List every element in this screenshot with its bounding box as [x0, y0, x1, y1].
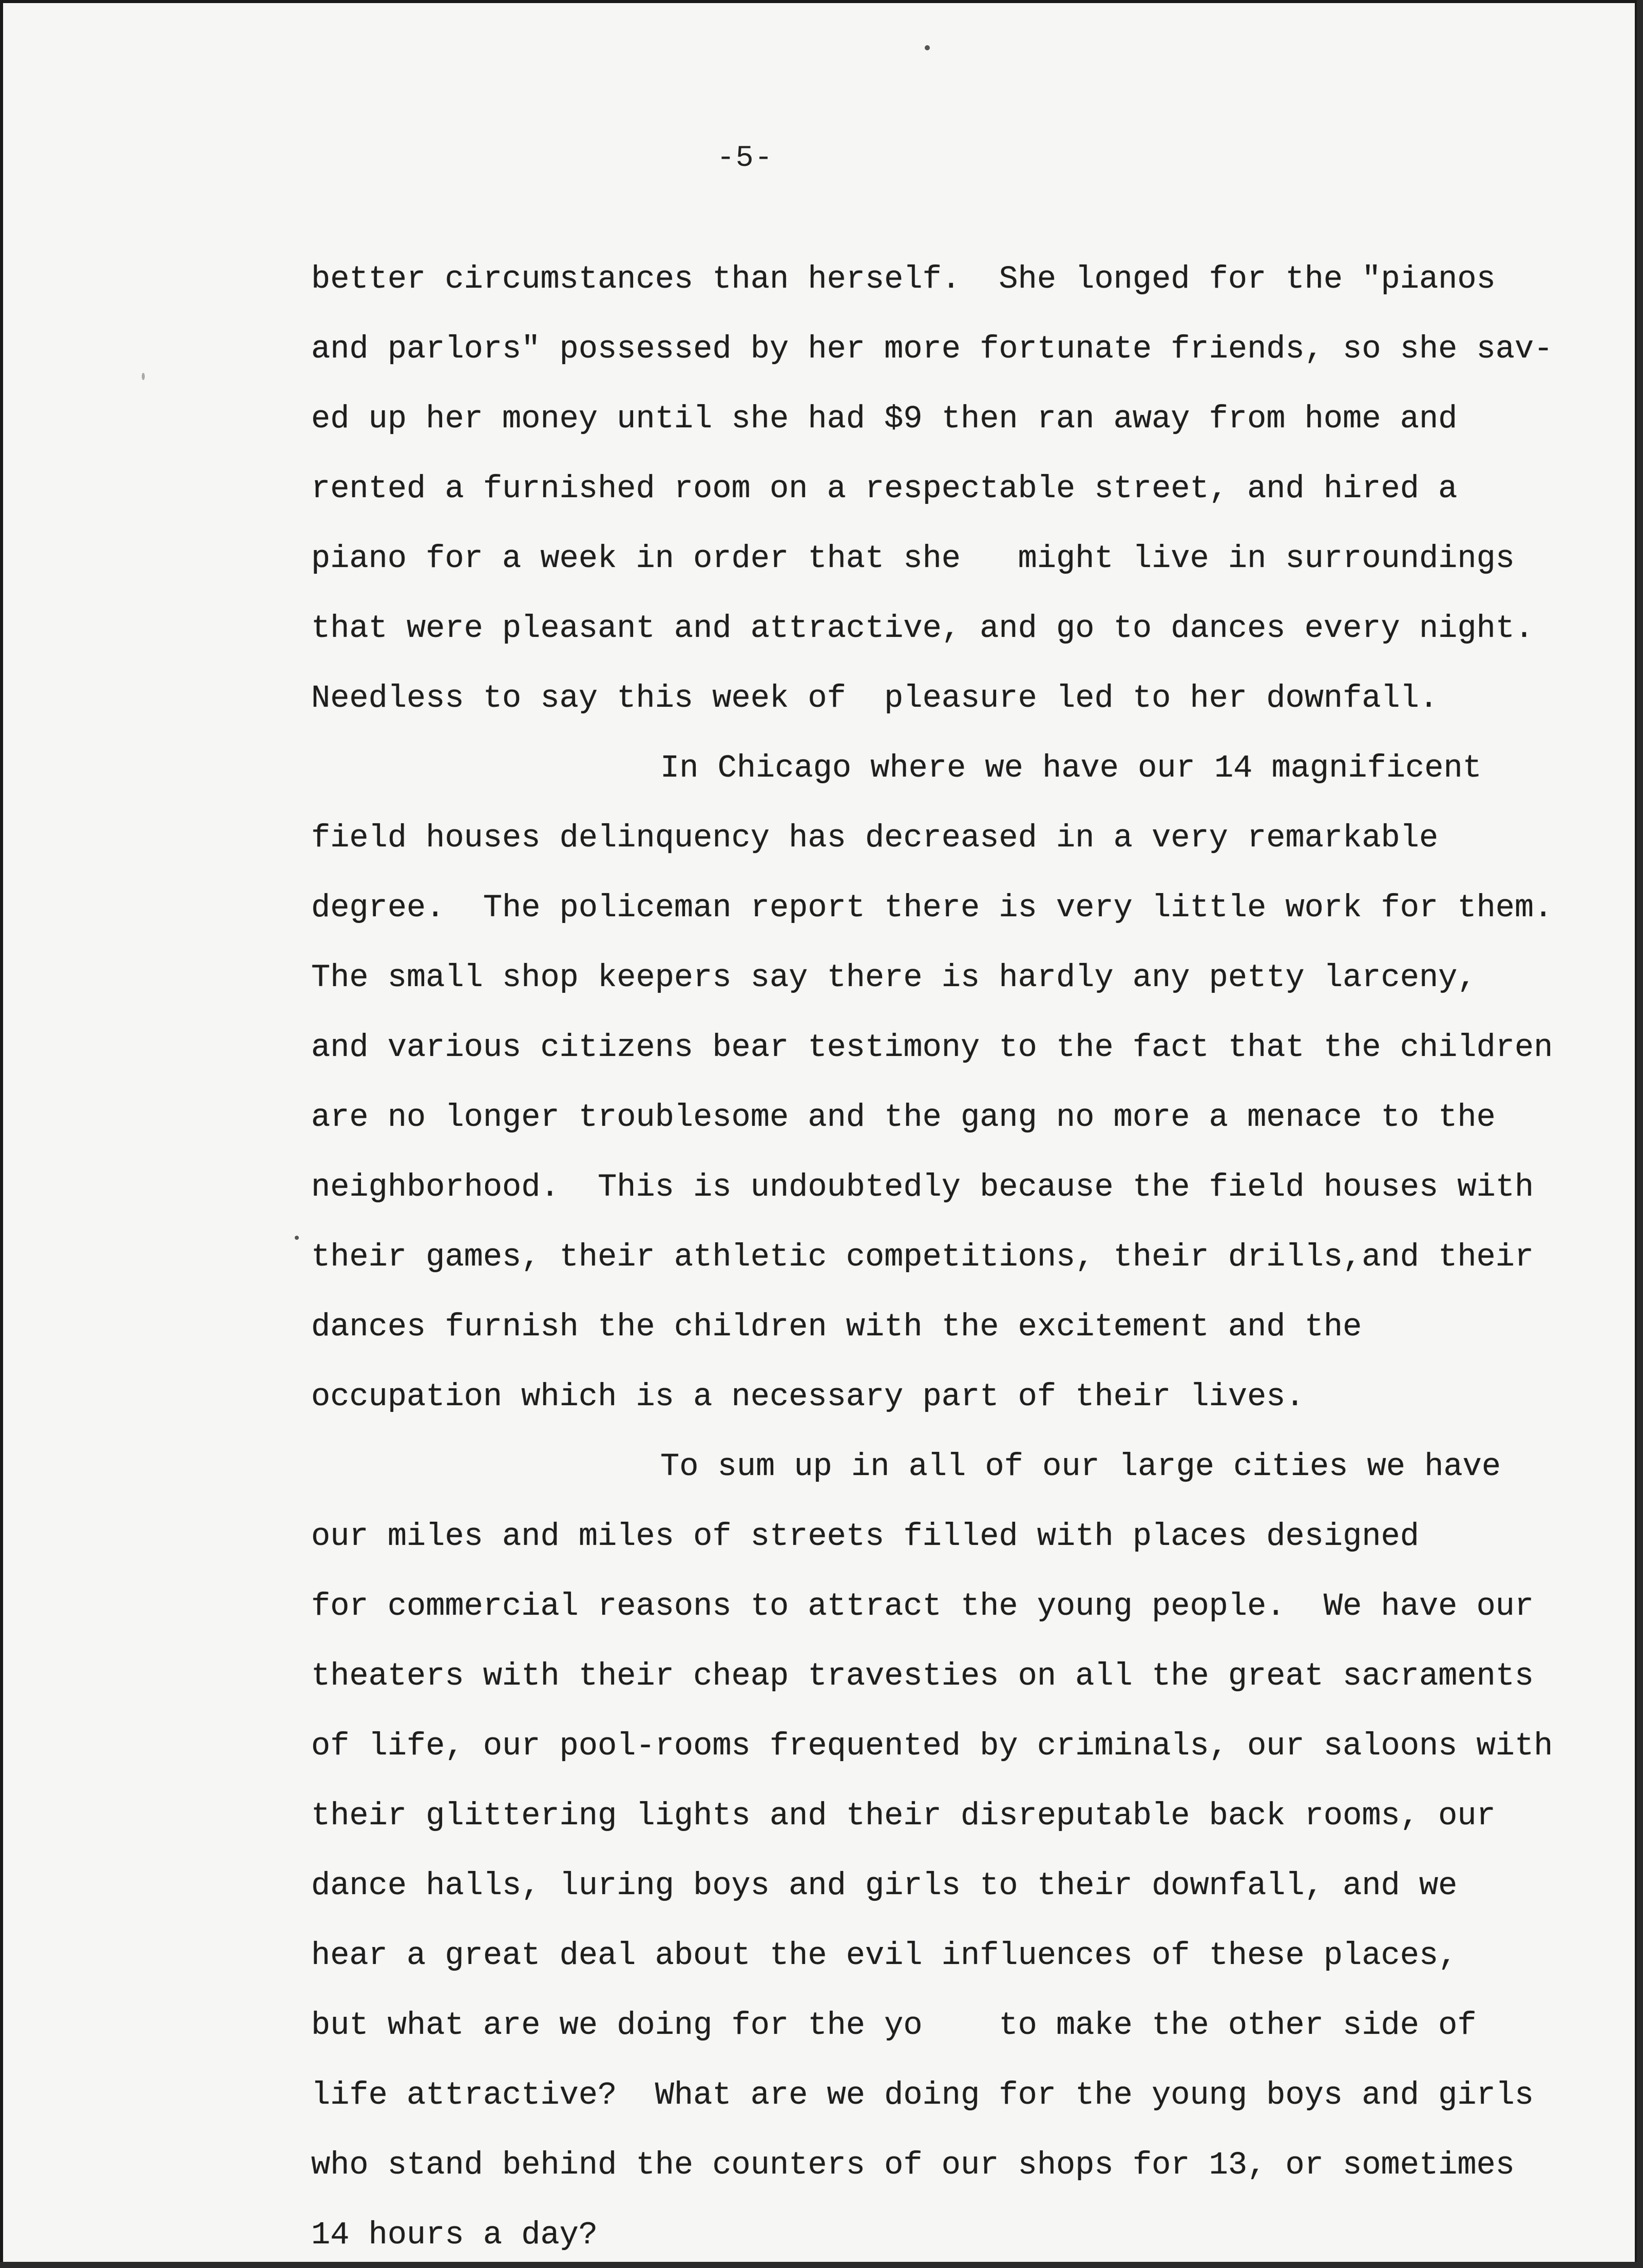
text-line: are no longer troublesome and the gang no more a menace to the: [311, 1099, 1496, 1136]
text-line: dance halls, luring boys and girls to their downfall, and we: [311, 1867, 1458, 1904]
scan-speck: [295, 1236, 299, 1240]
text-line: degree. The policeman report there is very little work for them.: [311, 890, 1553, 926]
text-line: and parlors" possessed by her more fortunate friends, so she sav-: [311, 331, 1553, 367]
text-line: hear a great deal about the evil influences of these places,: [311, 1937, 1458, 1974]
text-line: their games, their athletic competitions, their drills,and their: [311, 1239, 1534, 1275]
text-line: who stand behind the counters of our shops for 13, or sometimes: [311, 2147, 1515, 2183]
page-number: -5-: [717, 142, 774, 175]
text-line: The small shop keepers say there is hardly any petty larceny,: [311, 959, 1477, 996]
scan-speck: [142, 373, 145, 380]
text-line: dances furnish the children with the excitement and the: [311, 1309, 1362, 1345]
text-line: their glittering lights and their disreputable back rooms, our: [311, 1798, 1496, 1834]
text-line: theaters with their cheap travesties on all the great sacraments: [311, 1658, 1534, 1694]
scan-speck: [925, 45, 930, 50]
paragraph-first-line: To sum up in all of our large cities we have: [660, 1448, 1501, 1485]
text-line: neighborhood. This is undoubtedly because the field houses with: [311, 1169, 1534, 1205]
text-line: and various citizens bear testimony to the fact that the children: [311, 1029, 1553, 1066]
text-line: rented a furnished room on a respectable street, and hired a: [311, 470, 1458, 507]
text-line: life attractive? What are we doing for the young boys and girls: [311, 2077, 1534, 2113]
text-line: occupation which is a necessary part of their lives.: [311, 1378, 1305, 1415]
text-line: for commercial reasons to attract the young people. We have our: [311, 1588, 1534, 1624]
text-line: ed up her money until she had $9 then ran away from home and: [311, 401, 1458, 437]
scan-border-bottom: [0, 2262, 1643, 2268]
text-line: that were pleasant and attractive, and go to dances every night.: [311, 610, 1534, 647]
text-line: better circumstances than herself. She longed for the "pianos: [311, 261, 1496, 297]
body-text: [311, 244, 1584, 2262]
text-line: piano for a week in order that she might live in surroundings: [311, 540, 1515, 577]
text-line: 14 hours a day?: [311, 2217, 598, 2253]
paragraph-first-line: In Chicago where we have our 14 magnificent: [660, 750, 1482, 786]
text-line: but what are we doing for the yo to make the other side of: [311, 2007, 1477, 2044]
text-line: field houses delinquency has decreased in a very remarkable: [311, 820, 1439, 856]
typed-page: [3, 3, 1635, 2262]
scan-border-right: [1637, 0, 1643, 2268]
text-line: of life, our pool-rooms frequented by criminals, our saloons with: [311, 1728, 1553, 1764]
text-line: Needless to say this week of pleasure led to her downfall.: [311, 680, 1439, 716]
text-line: our miles and miles of streets filled with places designed: [311, 1518, 1419, 1555]
